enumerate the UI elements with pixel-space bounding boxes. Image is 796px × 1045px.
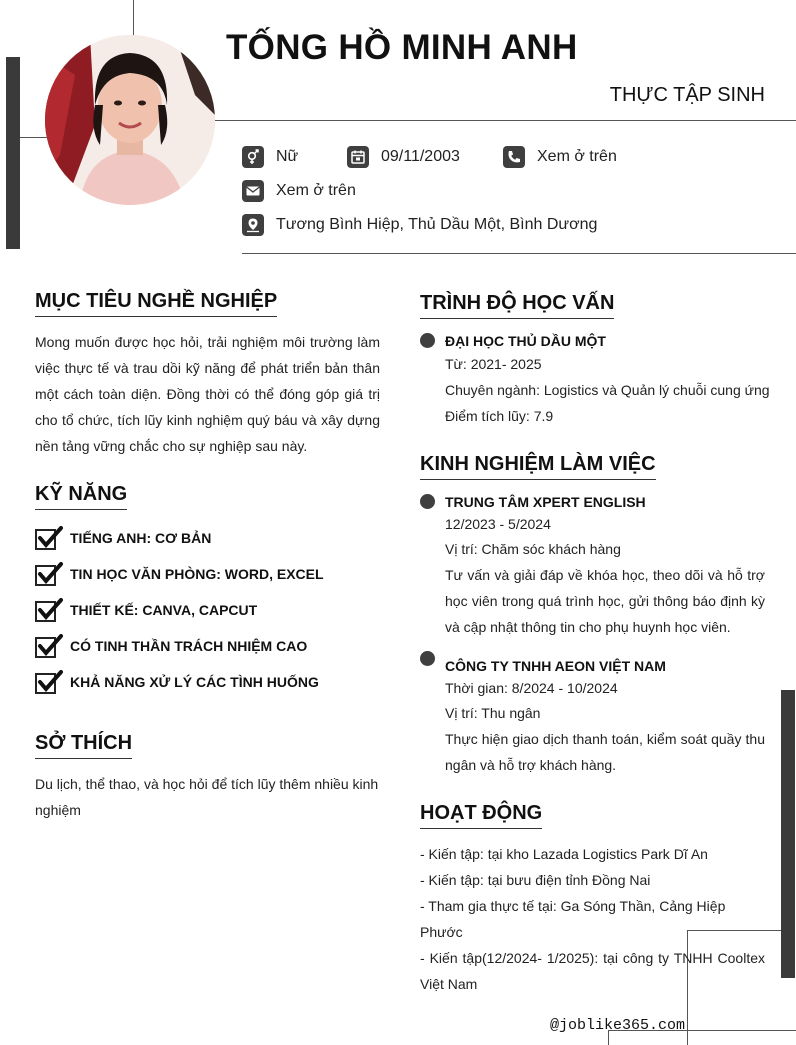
objective-text: Mong muốn được học hỏi, trải nghiệm môi trường làm việc thực tế và trau dồi kỹ năng để phát triển bản thân một cách toàn diện. Đồng thời có thể đóng góp giá trị cho tổ chức, tích lũy kinh nghiệm quý báu và xây dựng nền tảng vững chắc cho sự nghiệp sau này. [35, 334, 380, 454]
skill-label: CÓ TINH THẦN TRÁCH NHIỆM CAO [70, 638, 308, 654]
bullet-icon [420, 651, 435, 666]
email-value: Xem ở trên [276, 182, 356, 199]
location-icon [242, 214, 264, 236]
calendar-icon [347, 146, 369, 168]
hobbies-text: Du lịch, thể thao, và học hỏi để tích lũy thêm nhiều kinh nghiệm [35, 776, 379, 818]
skill-item [35, 664, 380, 700]
job-description: Thực hiện giao dịch thanh toán, kiểm soát quầy thu ngân và hỗ trợ khách hàng. [445, 731, 765, 773]
contact-gender [242, 146, 298, 168]
checkbox-checked-icon [35, 526, 63, 550]
right-column [420, 292, 770, 997]
gender-value: Nữ [276, 148, 299, 165]
job-entry [420, 492, 765, 640]
education-title: TRÌNH ĐỘ HỌC VẤN [420, 292, 614, 319]
school-name: ĐẠI HỌC THỦ DẦU MỘT [445, 333, 606, 349]
candidate-role: THỰC TẬP SINH [609, 84, 765, 106]
skill-item [35, 592, 380, 628]
job-position: Vị trí: Thu ngân [445, 705, 541, 721]
right-accent-bar [781, 690, 795, 978]
objective-title: MỤC TIÊU NGHỀ NGHIỆP [35, 290, 277, 317]
address-value: Tương Bình Hiệp, Thủ Dầu Một, Bình Dương [276, 216, 598, 233]
skill-label: KHẢ NĂNG XỬ LÝ CÁC TÌNH HUỐNG [70, 674, 319, 690]
profile-photo [45, 35, 215, 205]
mail-icon [242, 180, 264, 202]
checkbox-checked-icon [35, 670, 63, 694]
gender-icon [242, 146, 264, 168]
experience-title: KINH NGHIỆM LÀM VIỆC [420, 453, 656, 480]
skills-title: KỸ NĂNG [35, 483, 127, 510]
checkbox-checked-icon [35, 634, 63, 658]
left-accent-bar [6, 57, 20, 249]
activities-title: HOẠT ĐỘNG [420, 802, 542, 829]
activity-item: - Kiến tập(12/2024- 1/2025): tại công ty TNHH Cooltex Việt Nam [420, 950, 765, 992]
top-vertical-line [133, 0, 134, 38]
skill-label: TIN HỌC VĂN PHÒNG: WORD, EXCEL [70, 566, 324, 582]
contact-birthdate [347, 146, 460, 168]
activity-item: - Tham gia thực tế tại: Ga Sóng Thần, Cảng Hiệp Phước [420, 898, 726, 940]
job-company: CÔNG TY TNHH AEON VIỆT NAM [445, 658, 666, 674]
checkbox-checked-icon [35, 562, 63, 586]
skill-item [35, 628, 380, 664]
job-description: Tư vấn và giải đáp về khóa học, theo dõi và hỗ trợ học viên trong quá trình học, gửi thông báo định kỳ và cập nhật thông tin cho phụ huynh học viên. [445, 567, 765, 635]
job-position: Vị trí: Chăm sóc khách hàng [445, 541, 621, 557]
left-column [35, 290, 380, 823]
contact-divider [242, 253, 796, 254]
job-period: 12/2023 - 5/2024 [445, 516, 551, 532]
hobbies-title: SỞ THÍCH [35, 732, 132, 759]
candidate-name: TỐNG HỒ MINH ANH [226, 28, 578, 67]
bullet-icon [420, 333, 435, 348]
contact-phone [503, 146, 617, 168]
education-major: Chuyên ngành: Logistics và Quản lý chuỗi cung ứng [445, 382, 770, 398]
skill-label: TIẾNG ANH: CƠ BẢN [70, 530, 212, 546]
contact-address [242, 214, 597, 236]
phone-value: Xem ở trên [537, 148, 617, 165]
birthdate-value: 09/11/2003 [381, 148, 460, 165]
skill-item [35, 520, 380, 556]
contact-email [242, 180, 356, 202]
avatar [45, 35, 215, 205]
education-gpa: Điểm tích lũy: 7.9 [445, 408, 554, 424]
phone-icon [503, 146, 525, 168]
bullet-icon [420, 494, 435, 509]
job-period: Thời gian: 8/2024 - 10/2024 [445, 680, 618, 696]
job-entry [420, 656, 765, 778]
watermark: @joblike365.com [550, 1017, 686, 1034]
activity-item: - Kiến tập: tại bưu điện tỉnh Đồng Nai [420, 872, 651, 888]
education-entry [420, 331, 770, 429]
skills-list [35, 520, 380, 700]
activities-list [420, 841, 765, 997]
education-period: Từ: 2021- 2025 [445, 356, 542, 372]
checkbox-checked-icon [35, 598, 63, 622]
photo-horizontal-line [20, 137, 48, 138]
skill-label: THIẾT KẾ: CANVA, CAPCUT [70, 602, 258, 618]
activity-item: - Kiến tập: tại kho Lazada Logistics Park Dĩ An [420, 846, 708, 862]
skill-item [35, 556, 380, 592]
job-company: TRUNG TÂM XPERT ENGLISH [445, 494, 646, 510]
header-divider [214, 120, 796, 121]
